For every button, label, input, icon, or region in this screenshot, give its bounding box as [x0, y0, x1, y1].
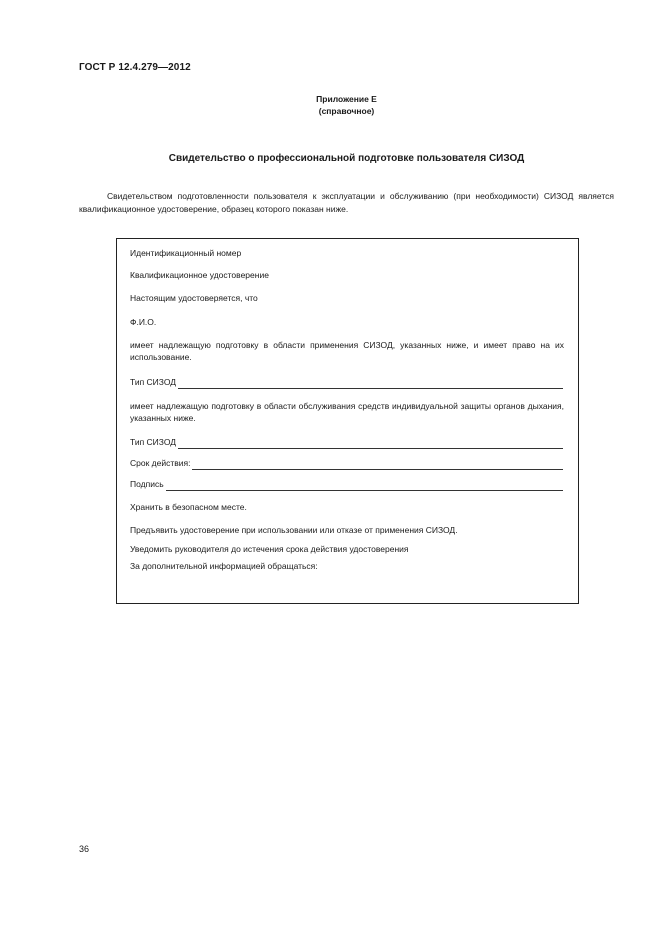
certifies-text: Настоящим удостоверяется, что — [130, 293, 258, 303]
signature-field — [130, 479, 563, 491]
intro-paragraph — [79, 190, 614, 216]
validity-label: Срок действия: — [130, 458, 191, 468]
signature-label: Подпись — [130, 479, 164, 489]
device-type-underline-2 — [178, 439, 563, 449]
full-name-label: Ф.И.О. — [130, 317, 157, 327]
device-type-field-1 — [130, 377, 563, 389]
page-number: 36 — [79, 844, 90, 854]
notify-note: Уведомить руководителя до истечения срока действия удостоверения — [130, 544, 409, 554]
intro-text: Свидетельством подготовленности пользователя к эксплуатации и обслуживанию (при необходимости) СИЗОД является квалификационное удостоверение, образец которого показан ниже. — [79, 191, 614, 214]
training-use-text: имеет надлежащую подготовку в области применения СИЗОД, указанных ниже, и имеет право на их использование. — [130, 340, 564, 362]
present-note: Предъявить удостоверение при использовании или отказе от применения СИЗОД. — [130, 525, 458, 535]
id-number-label: Идентификационный номер — [130, 248, 242, 258]
device-type-underline-1 — [178, 379, 563, 389]
qualification-title: Квалификационное удостоверение — [130, 270, 269, 280]
appendix-heading — [0, 93, 661, 117]
device-type-label-1: Тип СИЗОД — [130, 377, 176, 387]
contact-note: За дополнительной информацией обращаться: — [130, 561, 318, 571]
device-type-field-2 — [130, 437, 563, 449]
validity-underline — [192, 460, 563, 470]
training-service-text: имеет надлежащую подготовку в области обслуживания средств индивидуальной защиты органов дыхания, указанных ниже. — [130, 401, 564, 423]
section-title: Свидетельство о профессиональной подготовке пользователя СИЗОД — [168, 153, 525, 164]
appendix-title: Приложение Е — [316, 94, 377, 104]
certificate-sample — [116, 238, 579, 604]
appendix-subtitle: (справочное) — [318, 106, 375, 116]
document-code: ГОСТ Р 12.4.279—2012 — [79, 62, 191, 73]
device-type-label-2: Тип СИЗОД — [130, 437, 176, 447]
storage-note: Хранить в безопасном месте. — [130, 502, 247, 512]
signature-underline — [166, 481, 563, 491]
validity-field — [130, 458, 563, 470]
